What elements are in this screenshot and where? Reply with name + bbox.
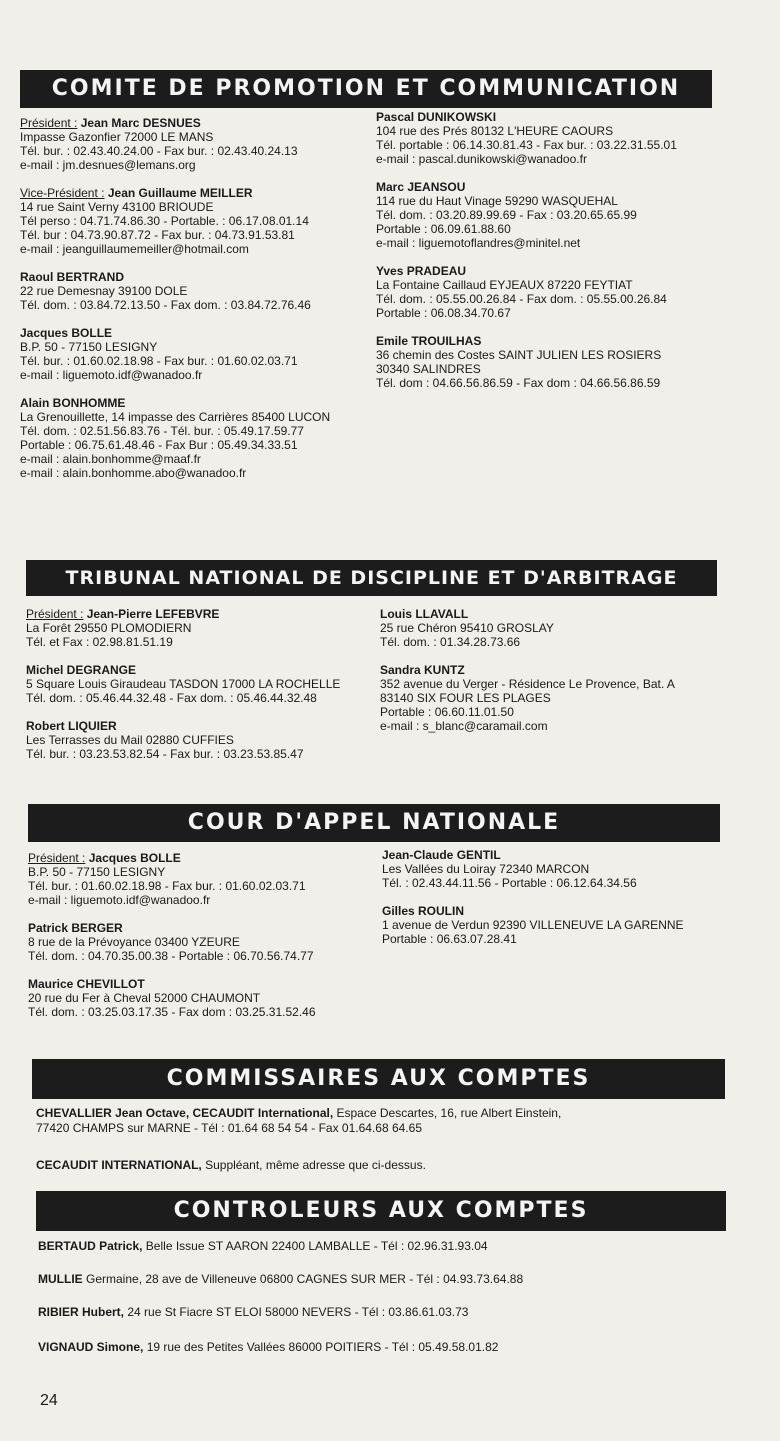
contact-detail-line: 104 rue des Prés 80132 L'HEURE CAOURS [376, 124, 614, 138]
contact-name: Pascal DUNIKOWSKI [376, 110, 497, 124]
contact-name: Raoul BERTRAND [20, 270, 124, 284]
contact-name: Jean-Pierre LEFEBVRE [86, 607, 220, 621]
contact-heading [20, 270, 375, 284]
contact-heading [26, 719, 376, 733]
contact-entry [376, 180, 716, 250]
commissaire-text: Suppléant, même adresse que ci-dessus. [201, 1158, 426, 1172]
contact-name: Marc JEANSOU [376, 180, 466, 194]
contact-detail-line: 14 rue Saint Verny 43100 BRIOUDE [20, 200, 214, 214]
contact-detail-line: Portable : 06.09.61.88.60 [376, 222, 511, 236]
controleur-name: BERTAUD Patrick, [38, 1239, 143, 1253]
contact-detail-line: Impasse Gazonfier 72000 LE MANS [20, 130, 214, 144]
contact-detail-line: 352 avenue du Verger - Résidence Le Provence, Bat. A [380, 677, 675, 691]
contact-detail-line: La Fontaine Caillaud EYJEAUX 87220 FEYTIAT [376, 278, 633, 292]
controleur-entry [38, 1305, 468, 1320]
contact-name: Emile TROUILHAS [376, 334, 482, 348]
cour-left-column [28, 851, 378, 1033]
contact-detail-line: 5 Square Louis Giraudeau TASDON 17000 LA ROCHELLE [26, 677, 341, 691]
contact-entry [376, 334, 716, 390]
contact-name: Sandra KUNTZ [380, 663, 465, 677]
contact-detail-line: 1 avenue de Verdun 92390 VILLENEUVE LA GARENNE [382, 918, 684, 932]
controleur-entry [38, 1272, 523, 1287]
promotion-left-column [20, 116, 375, 494]
contact-detail-line: Portable : 06.60.11.01.50 [380, 705, 514, 719]
contact-detail-line: Les Vallées du Loiray 72340 MARCON [382, 862, 590, 876]
contact-detail-line: 114 rue du Haut Vinage 59290 WASQUEHAL [376, 194, 618, 208]
contact-entry [382, 848, 722, 890]
contact-detail-line: Portable : 06.75.61.48.46 - Fax Bur : 05.49.34.33.51 [20, 438, 298, 452]
tribunal-right-column [380, 607, 720, 747]
contact-name: Gilles ROULIN [382, 904, 465, 918]
controleur-text: Belle Issue ST AARON 22400 LAMBALLE - Tél : 02.96.31.93.04 [142, 1239, 488, 1253]
contact-entry [20, 270, 375, 312]
contact-detail-line: Portable : 06.08.34.70.67 [376, 306, 511, 320]
contact-name: Jean-Claude GENTIL [382, 848, 501, 862]
contact-detail-line: Tél. dom. : 03.20.89.99.69 - Fax : 03.20.65.65.99 [376, 208, 637, 222]
contact-detail-line: Tél. portable : 06.14.30.81.43 - Fax bur. : 03.22.31.55.01 [376, 138, 677, 152]
contact-heading [20, 326, 375, 340]
contact-entry [380, 607, 720, 649]
contact-entry [28, 977, 378, 1019]
contact-detail-line: B.P. 50 - 77150 LESIGNY [20, 340, 158, 354]
contact-role: Président : [28, 851, 86, 865]
contact-detail-line: Tél. dom. : 05.55.00.26.84 - Fax dom. : 05.55.00.26.84 [376, 292, 667, 306]
contact-heading [376, 180, 716, 194]
cour-right-column [382, 848, 722, 960]
contact-detail-line: e-mail : jm.desnues@lemans.org [20, 158, 196, 172]
tribunal-left-column [26, 607, 376, 775]
contact-name: Alain BONHOMME [20, 396, 126, 410]
contact-heading [382, 904, 722, 918]
contact-role: Président : [26, 607, 84, 621]
contact-heading [20, 396, 375, 410]
contact-name: Jean Guillaume MEILLER [107, 186, 253, 200]
contact-detail-line: Tél. bur. : 02.43.40.24.00 - Fax bur. : 02.43.40.24.13 [20, 144, 298, 158]
contact-detail-line: 20 rue du Fer à Cheval 52000 CHAUMONT [28, 991, 261, 1005]
section-banner-tribunal: TRIBUNAL NATIONAL DE DISCIPLINE ET D'ARBITRAGE [26, 560, 717, 596]
contact-heading [26, 607, 376, 621]
contact-name: Louis LLAVALL [380, 607, 469, 621]
contact-detail-line: e-mail : liguemotoflandres@minitel.net [376, 236, 581, 250]
contact-heading [380, 607, 720, 621]
contact-detail-line: 8 rue de la Prévoyance 03400 YZEURE [28, 935, 240, 949]
contact-detail-line: Tél. bur. : 03.23.53.82.54 - Fax bur. : 03.23.53.85.47 [26, 747, 304, 761]
contact-detail-line: Tél. dom. : 03.84.72.13.50 - Fax dom. : 03.84.72.76.46 [20, 298, 311, 312]
contact-heading [28, 851, 378, 865]
controleur-name: VIGNAUD Simone, [38, 1340, 144, 1354]
contact-name: Jean Marc DESNUES [80, 116, 201, 130]
contact-role: Vice-Président : [20, 186, 105, 200]
contact-detail-line: Tél. dom. : 05.46.44.32.48 - Fax dom. : 05.46.44.32.48 [26, 691, 317, 705]
contact-detail-line: 36 chemin des Costes SAINT JULIEN LES ROSIERS [376, 348, 662, 362]
contact-detail-line: Tél. dom. : 02.51.56.83.76 - Tél. bur. : 05.49.17.59.77 [20, 424, 304, 438]
contact-detail-line: Tél. et Fax : 02.98.81.51.19 [26, 635, 173, 649]
contact-name: Patrick BERGER [28, 921, 123, 935]
contact-entry [20, 326, 375, 382]
contact-entry [26, 607, 376, 649]
controleur-name: RIBIER Hubert, [38, 1305, 125, 1319]
contact-name: Michel DEGRANGE [26, 663, 137, 677]
contact-detail-line: e-mail : jeanguillaumemeiller@hotmail.com [20, 242, 249, 256]
controleur-text: Germaine, 28 ave de Villeneuve 06800 CAGNES SUR MER - Tél : 04.93.73.64.88 [82, 1272, 524, 1286]
contact-detail-line: Tél. bur. : 01.60.02.18.98 - Fax bur. : 01.60.02.03.71 [20, 354, 298, 368]
contact-heading [20, 186, 375, 200]
contact-detail-line: 25 rue Chéron 95410 GROSLAY [380, 621, 554, 635]
contact-heading [376, 110, 716, 124]
contact-heading [376, 334, 716, 348]
contact-detail-line: e-mail : pascal.dunikowski@wanadoo.fr [376, 152, 587, 166]
contact-detail-line: Tél. bur. : 01.60.02.18.98 - Fax bur. : 01.60.02.03.71 [28, 879, 306, 893]
contact-detail-line: 83140 SIX FOUR LES PLAGES [380, 691, 551, 705]
controleur-entry [38, 1239, 488, 1254]
contact-detail-line: 22 rue Demesnay 39100 DOLE [20, 284, 188, 298]
contact-entry [376, 110, 716, 166]
contact-detail-line: e-mail : alain.bonhomme@maaf.fr [20, 452, 201, 466]
section-banner-cour-appel: COUR D'APPEL NATIONALE [28, 804, 720, 842]
contact-detail-line: Portable : 06.63.07.28.41 [382, 932, 517, 946]
commissaire-text: Espace Descartes, 16, rue Albert Einstein, [333, 1106, 562, 1120]
commissaire-text-2: 77420 CHAMPS sur MARNE - Tél : 01.64 68 54 54 - Fax 01.64.68 64.65 [36, 1121, 422, 1135]
commissaire-entry [36, 1106, 561, 1136]
section-banner-controleurs: CONTROLEURS AUX COMPTES [36, 1191, 726, 1231]
section-banner-commissaires: COMMISSAIRES AUX COMPTES [32, 1059, 725, 1099]
controleur-text: 19 rue des Petites Vallées 86000 POITIERS - Tél : 05.49.58.01.82 [143, 1340, 499, 1354]
contact-detail-line: Tél. dom. : 04.70.35.00.38 - Portable : 06.70.56.74.77 [28, 949, 314, 963]
contact-heading [380, 663, 720, 677]
contact-entry [26, 719, 376, 761]
contact-name: Maurice CHEVILLOT [28, 977, 145, 991]
page-number: 24 [40, 1392, 58, 1409]
contact-detail-line: e-mail : liguemoto.idf@wanadoo.fr [20, 368, 203, 382]
controleur-entry [38, 1340, 498, 1355]
contact-detail-line: e-mail : liguemoto.idf@wanadoo.fr [28, 893, 211, 907]
section-banner-promotion: COMITE DE PROMOTION ET COMMUNICATION [20, 70, 712, 108]
contact-detail-line: Les Terrasses du Mail 02880 CUFFIES [26, 733, 234, 747]
contact-entry [20, 396, 375, 480]
contact-heading [26, 663, 376, 677]
commissaire-name: CECAUDIT INTERNATIONAL, [36, 1158, 202, 1172]
contact-detail-line: e-mail : s_blanc@caramail.com [380, 719, 548, 733]
controleur-name: MULLIE [38, 1272, 83, 1286]
contact-name: Jacques BOLLE [20, 326, 113, 340]
contact-detail-line: La Forêt 29550 PLOMODIERN [26, 621, 192, 635]
contact-entry [20, 186, 375, 256]
contact-detail-line: B.P. 50 - 77150 LESIGNY [28, 865, 166, 879]
contact-detail-line: e-mail : alain.bonhomme.abo@wanadoo.fr [20, 466, 247, 480]
contact-heading [28, 921, 378, 935]
contact-entry [380, 663, 720, 733]
contact-detail-line: Tél. : 02.43.44.11.56 - Portable : 06.12.64.34.56 [382, 876, 637, 890]
contact-name: Yves PRADEAU [376, 264, 467, 278]
contact-detail-line: Tél. dom : 04.66.56.86.59 - Fax dom : 04.66.56.86.59 [376, 376, 661, 390]
contact-detail-line: 30340 SALINDRES [376, 362, 481, 376]
contact-detail-line: La Grenouillette, 14 impasse des Carrières 85400 LUCON [20, 410, 331, 424]
contact-entry [382, 904, 722, 946]
contact-heading [382, 848, 722, 862]
contact-entry [28, 921, 378, 963]
contact-role: Président : [20, 116, 78, 130]
commissaire-entry [36, 1158, 426, 1173]
contact-detail-line: Tél. dom. : 01.34.28.73.66 [380, 635, 521, 649]
contact-entry [28, 851, 378, 907]
contact-detail-line: Tél perso : 04.71.74.86.30 - Portable. : 06.17.08.01.14 [20, 214, 309, 228]
controleur-text: 24 rue St Fiacre ST ELOI 58000 NEVERS - Tél : 03.86.61.03.73 [124, 1305, 469, 1319]
contact-detail-line: Tél. dom. : 03.25.03.17.35 - Fax dom : 03.25.31.52.46 [28, 1005, 316, 1019]
contact-entry [20, 116, 375, 172]
promotion-right-column [376, 110, 716, 404]
contact-entry [376, 264, 716, 320]
contact-heading [376, 264, 716, 278]
contact-heading [28, 977, 378, 991]
contact-detail-line: Tél. bur : 04.73.90.87.72 - Fax bur. : 04.73.91.53.81 [20, 228, 295, 242]
contact-name: Robert LIQUIER [26, 719, 117, 733]
contact-name: Jacques BOLLE [88, 851, 181, 865]
contact-heading [20, 116, 375, 130]
contact-entry [26, 663, 376, 705]
commissaire-name: CHEVALLIER Jean Octave, CECAUDIT International, [36, 1106, 334, 1120]
